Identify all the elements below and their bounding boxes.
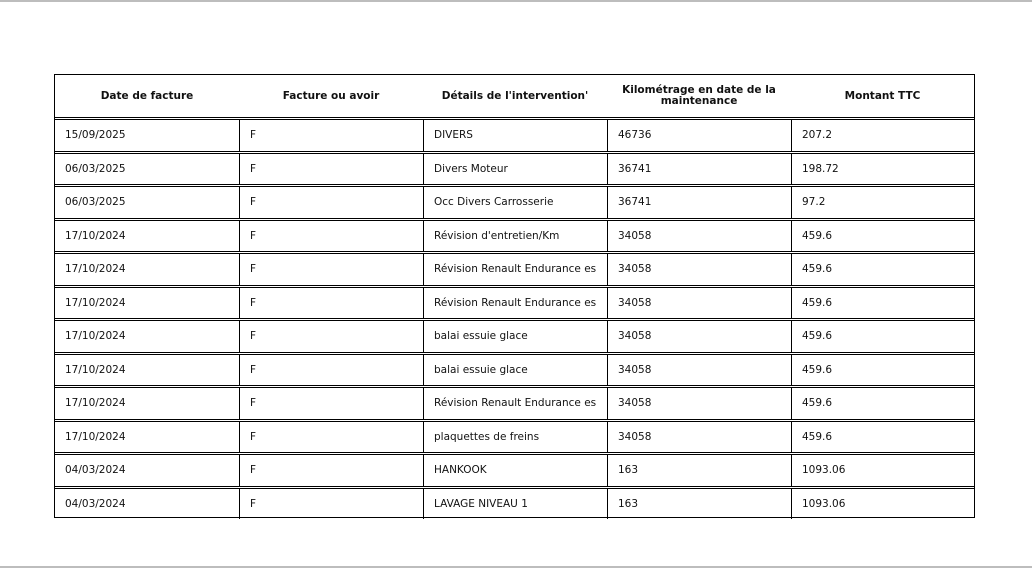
cell-mileage: 34058 bbox=[607, 388, 791, 419]
table-row bbox=[55, 419, 974, 453]
cell-type: F bbox=[239, 355, 423, 386]
cell-mileage: 163 bbox=[607, 455, 791, 486]
cell-date: 17/10/2024 bbox=[65, 363, 126, 376]
cell-mileage: 34058 bbox=[607, 221, 791, 252]
cell-details: DIVERS bbox=[423, 120, 607, 151]
cell-details: Divers Moteur bbox=[423, 154, 607, 185]
cell-mileage: 34058 bbox=[607, 321, 791, 352]
cell-amount: 459.6 bbox=[791, 288, 974, 319]
cell-date: 17/10/2024 bbox=[65, 330, 126, 343]
header-type: Facture ou avoir bbox=[282, 89, 380, 102]
cell-amount: 459.6 bbox=[791, 355, 974, 386]
table-row bbox=[55, 117, 974, 151]
cell-amount: 97.2 bbox=[791, 187, 974, 218]
table-header-row bbox=[55, 75, 974, 117]
cell-type: F bbox=[239, 489, 423, 520]
cell-type: F bbox=[239, 422, 423, 453]
cell-mileage: 36741 bbox=[607, 187, 791, 218]
table-row bbox=[55, 318, 974, 352]
maintenance-table bbox=[54, 74, 975, 518]
table-row bbox=[55, 452, 974, 486]
cell-type: F bbox=[239, 321, 423, 352]
cell-date: 17/10/2024 bbox=[65, 397, 126, 410]
table-row bbox=[55, 151, 974, 185]
header-details: Détails de l'intervention' bbox=[441, 89, 589, 102]
cell-amount: 459.6 bbox=[791, 388, 974, 419]
top-divider bbox=[0, 0, 1032, 2]
cell-type: F bbox=[239, 254, 423, 285]
header-mileage: Kilométrage en date de la maintenance bbox=[622, 84, 776, 107]
cell-date: 06/03/2025 bbox=[65, 196, 126, 209]
cell-date: 04/03/2024 bbox=[65, 497, 126, 510]
cell-amount: 459.6 bbox=[791, 422, 974, 453]
cell-mileage: 34058 bbox=[607, 288, 791, 319]
cell-details: Révision Renault Endurance es bbox=[423, 388, 607, 419]
cell-amount: 198.72 bbox=[791, 154, 974, 185]
cell-details: balai essuie glace bbox=[423, 355, 607, 386]
table-row bbox=[55, 285, 974, 319]
cell-amount: 459.6 bbox=[791, 321, 974, 352]
cell-type: F bbox=[239, 120, 423, 151]
cell-details: HANKOOK bbox=[423, 455, 607, 486]
table-row bbox=[55, 486, 974, 520]
cell-type: F bbox=[239, 455, 423, 486]
cell-type: F bbox=[239, 187, 423, 218]
cell-details: Révision Renault Endurance es bbox=[423, 288, 607, 319]
cell-mileage: 34058 bbox=[607, 254, 791, 285]
header-amount: Montant TTC bbox=[844, 89, 921, 102]
table-row bbox=[55, 218, 974, 252]
cell-type: F bbox=[239, 154, 423, 185]
cell-date: 04/03/2024 bbox=[65, 464, 126, 477]
cell-amount: 1093.06 bbox=[791, 489, 974, 520]
cell-details: Occ Divers Carrosserie bbox=[423, 187, 607, 218]
cell-amount: 207.2 bbox=[791, 120, 974, 151]
bottom-divider bbox=[0, 566, 1032, 568]
cell-date: 15/09/2025 bbox=[65, 129, 126, 142]
cell-type: F bbox=[239, 288, 423, 319]
cell-mileage: 163 bbox=[607, 489, 791, 520]
cell-mileage: 46736 bbox=[607, 120, 791, 151]
header-date: Date de facture bbox=[100, 89, 194, 102]
cell-amount: 459.6 bbox=[791, 254, 974, 285]
cell-details: balai essuie glace bbox=[423, 321, 607, 352]
cell-date: 17/10/2024 bbox=[65, 229, 126, 242]
cell-amount: 1093.06 bbox=[791, 455, 974, 486]
cell-date: 17/10/2024 bbox=[65, 430, 126, 443]
table-row bbox=[55, 251, 974, 285]
cell-mileage: 34058 bbox=[607, 422, 791, 453]
cell-type: F bbox=[239, 388, 423, 419]
cell-mileage: 34058 bbox=[607, 355, 791, 386]
cell-date: 06/03/2025 bbox=[65, 162, 126, 175]
cell-date: 17/10/2024 bbox=[65, 263, 126, 276]
cell-details: LAVAGE NIVEAU 1 bbox=[423, 489, 607, 520]
cell-details: plaquettes de freins bbox=[423, 422, 607, 453]
table-row bbox=[55, 352, 974, 386]
cell-details: Révision Renault Endurance es bbox=[423, 254, 607, 285]
cell-amount: 459.6 bbox=[791, 221, 974, 252]
table-row bbox=[55, 184, 974, 218]
table-row bbox=[55, 385, 974, 419]
cell-mileage: 36741 bbox=[607, 154, 791, 185]
cell-date: 17/10/2024 bbox=[65, 296, 126, 309]
cell-details: Révision d'entretien/Km bbox=[423, 221, 607, 252]
cell-type: F bbox=[239, 221, 423, 252]
